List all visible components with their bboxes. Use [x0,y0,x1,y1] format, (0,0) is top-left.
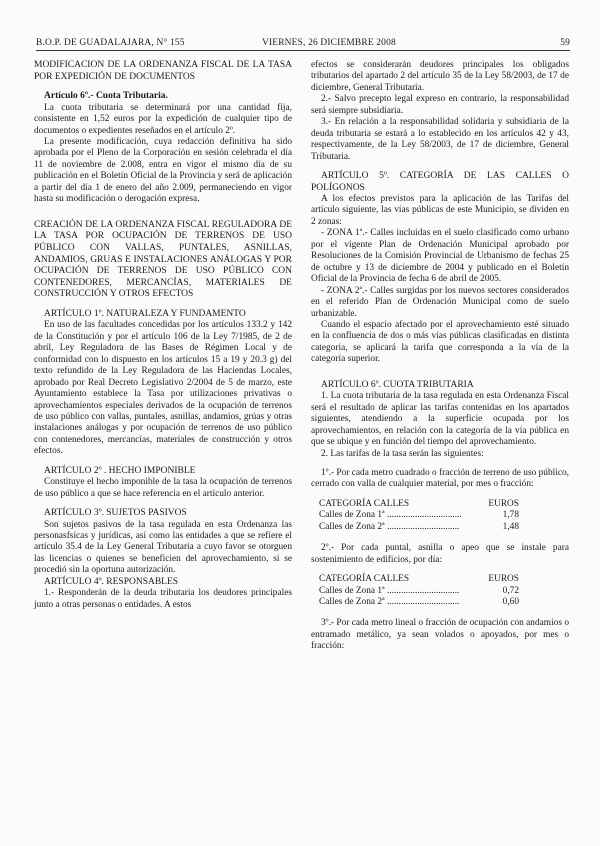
header-publication: B.O.P. DE GUADALAJARA, N° 155 [36,38,185,48]
art6-tarifas-heading: ARTÍCULO 6º. CUOTA TRIBUTARIA [321,379,474,390]
art6-paragraph-2: La presente modificación, cuya redacción definitiva ha sido aprobada por el Pleno de la Corporación en sesión celebrada el día 11 de noviembre de 2.008, entra en vigor el mismo día de su publicación en el Boletín Oficial de la Provincia y será de aplicación a partir del día 1 de enero del año 2.009, permaneciendo en vigor hasta su modificación o derogación expresa. [34,137,292,205]
tariff-2-intro: 2º.- Por cada puntal, asnilla o apeo que se instale para sostenimiento de edificios, por día: [311,543,569,565]
art5-zona-2: - ZONA 2ª.- Calles surgidas por los nuevos sectores considerados en el referido Plan de Ordenación Municipal como de suelo urbanizable. [311,285,569,319]
table-header-euros: EUROS [488,498,519,509]
table-row [319,597,519,608]
art2-heading: ARTÍCULO 2º . HECHO IMPONIBLE [44,465,196,476]
art4-text: 1.- Responderán de la deuda tributaria los deudores principales junto a otras personas o entidades. A estos [34,588,292,610]
header-rule [36,50,570,51]
art5-paragraph-2: Cuando el espacio afectado por el aprovechamiento esté situado en la confluencia de dos o más vías públicas clasificadas en distinta categoría, se aplicará la tarifa que corresponda a la vía de la categoría superior. [311,319,569,365]
table-cell-category: Calles de Zona 2ª ............................... [319,597,460,608]
tariff-1-table [319,499,519,533]
table-header-category: CATEGORÍA CALLES [319,574,410,585]
responsible-paragraph-2: 2.- Salvo precepto legal expreso en contrario, la responsabilidad será siempre subsidiaria. [311,94,569,116]
table-row [319,510,519,521]
table-header-euros: EUROS [488,574,519,585]
art6-heading: Artículo 6º.- Cuota Tributaria. [44,91,168,102]
right-column [311,60,569,653]
art5-heading: ARTÍCULO 5º. CATEGORÍA DE LAS CALLES O POLÍGONOS [311,171,569,193]
left-column [34,60,292,611]
page-header [36,38,570,50]
art5-paragraph-1: A los efectos previstos para la aplicación de las Tarifas del artículo siguiente, las vías públicas de este Municipio, se dividen en 2 zonas: [311,193,569,227]
responsible-paragraph-3: 3.- En relación a la responsabilidad solidaria y subsidiaria de la deuda tributaria se estará a lo establecido en los artículos 42 y 43, respectivamente, de la Ley 58/2003, de 17 de diciembre, General Tributaria. [311,117,569,162]
continued-text: efectos se considerarán deudores principales los obligados tributarios del apartado 2 del artículo 35 de la Ley 58/2003, de 17 de diciembre, General Tributaria. [311,60,569,93]
table-header-category: CATEGORÍA CALLES [319,498,410,509]
header-date: VIERNES, 26 DICIEMBRE 2008 [262,38,396,48]
table-cell-euros: 1,48 [502,521,519,532]
table-cell-category: Calles de Zona 1ª ................................ [319,510,462,521]
art1-text: En uso de las facultades concedidas por los artículos 133.2 y 142 de la Constitución y por el artículo 106 de la Ley 7/1985, de 2 de abril, Ley Reguladora de las Bases de Régimen Local y de conformidad con lo dispuesto en los artículos 15 a 19 y 20.3 g) del texto refundido de la Ley Reguladora de las Haciendas Locales, aprobado por Real Decreto Legislativo 2/2004 de 5 de marzo, este Ayuntamiento establece la Tasa por utilizaciones privativas o aprovechamientos especiales derivados de la ocupación de terrenos de uso público con vallas, puntales, asnillas, andamios, grúas y otras instalaciones análogas y por ocupación de terrenos de uso público con contenedores, mercancías, materiales de construcción y otros efectos. [34,320,292,457]
art6-tarifas-paragraph-1: 1. La cuota tributaria de la tasa regulada en esta Ordenanza Fiscal será el resultado de aplicar las tarifas contenidas en los apartados siguientes, atendiendo a la superficie ocupada por los aprovechamientos, en relación con la categoría de la vía pública en que se ubique y en función del tiempo del aprovechamiento. [311,391,569,448]
art5-zona-1: - ZONA 1ª.- Calles incluidas en el suelo clasificado como urbano por el vigente Plan de Ordenación Municipal aprobado por Resoluciones de la Comisión Provincial de Urbanismo de fechas 25 de octubre y 13 de diciembre de 2004 y publicado en el Boletín Oficial de la Provincia de fecha 6 de abril de 2005. [311,228,569,285]
table-cell-euros: 1,78 [502,510,519,521]
tariff-2-table [319,574,519,608]
table-header-row [319,499,519,510]
art2-text: Constituye el hecho imponible de la tasa la ocupación de terrenos de uso público a que se hace referencia en el artículo anterior. [34,477,292,499]
table-cell-category: Calles de Zona 2ª ............................... [319,521,460,532]
art3-text: Son sujetos pasivos de la tasa regulada en esta Ordenanza las personasfsícas y jurídicas, así como las entidades a que se refiere el artículo 35.4 de la Ley General Tributaria a cuyo favor se otorguen las licencias o quienes se beneficien del aprovechamiento, si se procedió sin la oportuna autorización. [34,519,292,576]
header-page-number: 59 [560,38,570,48]
tariff-1-intro: 1º.- Por cada metro cuadrado o fracción de terreno de uso público, cerrado con valla de cualquier material, por mes o fracción: [311,467,569,490]
tariff-3-intro: 3º.- Por cada metro lineal o fracción de ocupación con andamios o entramado metálico, ya sean volados o apoyados, por mes o fracción: [311,618,569,652]
art4-heading: ARTÍCULO 4º. RESPONSABLES [44,576,179,587]
modification-title: MODIFICACION DE LA ORDENANZA FISCAL DE LA TASA POR EXPEDICIÓN DE DOCUMENTOS [34,60,292,82]
creation-title: CREACIÓN DE LA ORDENANZA FISCAL REGULADORA DE LA TASA POR OCUPACIÓN DE TERRENOS DE USO PÚBLICO CON VALLAS, PUNTALES, ASNILLAS, ANDAMIOS, GRUAS E INSTALACIONES ANÁLOGAS Y POR OCUPACIÓN DE TERRENOS DE USO PÚBLICO CON CONTENEDORES, MERCANCÍAS, MATERIALES DE CONSTRUCCIÓN Y OTROS EFECTOS [34,219,292,300]
art3-heading: ARTÍCULO 3º. SUJETOS PASIVOS [44,508,187,519]
art6-paragraph-1: La cuota tributaria se determinará por una cantidad fija, consistente en 1,52 euros por la expedición de cualquier tipo de documentos o expedientes reseñados en el artículo 2º. [34,102,292,136]
table-row [319,522,519,533]
table-cell-euros: 0,72 [502,585,519,596]
table-header-row [319,574,519,585]
art1-heading: ARTÍCULO 1º. NATURALEZA Y FUNDAMENTO [44,308,246,319]
table-cell-category: Calles de Zona 1ª ............................... [319,585,460,596]
table-cell-euros: 0,60 [502,597,519,608]
table-row [319,586,519,597]
art6-tarifas-paragraph-2: 2. Las tarifas de la tasa serán las siguientes: [321,448,484,459]
